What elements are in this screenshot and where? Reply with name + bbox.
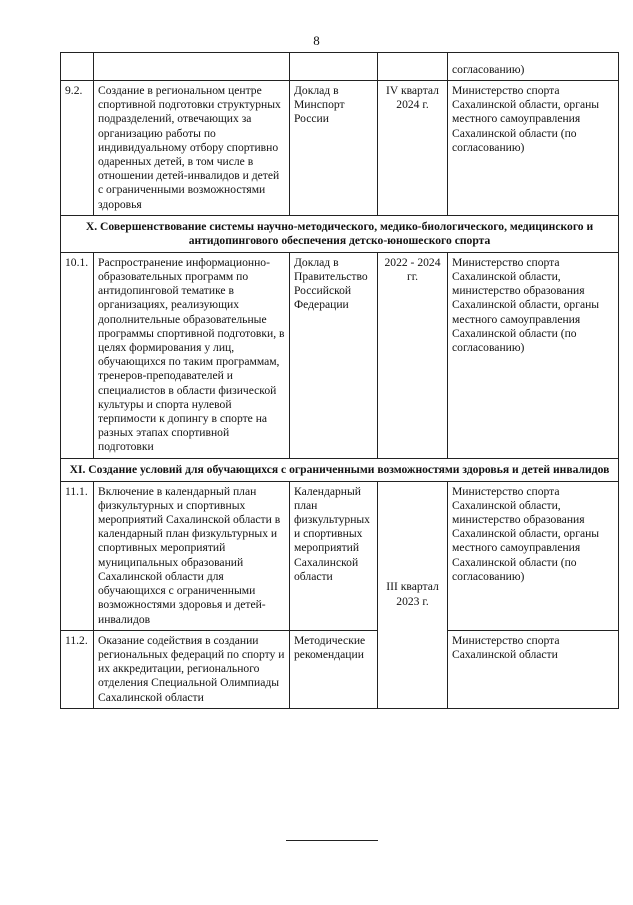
section-title: XI. Создание условий для обучающихся с ограниченными возможностями здоровья и детей инвалидов	[61, 458, 619, 481]
table-row-10-1	[61, 252, 619, 458]
deadline-text: III квартал 2023 г.	[378, 481, 448, 708]
cell-measure	[94, 53, 290, 81]
table-row-9-2	[61, 81, 619, 216]
executors-text: Министерство спорта Сахалинской области, министерство образования Сахалинской области, органы местного самоуправления Сахалинской области (по согласованию)	[448, 481, 619, 630]
cell-num	[61, 53, 94, 81]
result-text: Доклад в Минспорт России	[290, 81, 378, 216]
cell-deadline	[378, 53, 448, 81]
measure-text: Оказание содействия в создании региональных федераций по спорту и их аккредитации, регионального отделения Специальной Олимпиады Сахалинской области	[94, 630, 290, 708]
item-number: 9.2.	[61, 81, 94, 216]
item-number: 10.1.	[61, 252, 94, 458]
table-row-11-2	[61, 630, 619, 708]
section-header-xi	[61, 458, 619, 481]
measure-text: Включение в календарный план физкультурных и спортивных мероприятий Сахалинской области в календарный план физкультурных и спортивных мероприятий муниципальных образований Сахалинской области для обучающихся с ограниченными возможностями здоровья и детей-инвалидов	[94, 481, 290, 630]
table-row-continuation	[61, 53, 619, 81]
result-text: Методические рекомендации	[290, 630, 378, 708]
measure-text: Создание в региональном центре спортивной подготовки структурных подразделений, отвечающих за организацию работы по индивидуальному отбору спортивно одаренных детей, в том числе в отношении детей-инвалидов и детей с ограниченными возможностями здоровья	[94, 81, 290, 216]
executors-text: Министерство спорта Сахалинской области	[448, 630, 619, 708]
page-number: 8	[313, 33, 320, 48]
table-row-11-1	[61, 481, 619, 630]
cell-result	[290, 53, 378, 81]
executors-text: Министерство спорта Сахалинской области, министерство образования Сахалинской области, органы местного самоуправления Сахалинской области (по согласованию)	[448, 252, 619, 458]
result-text: Календарный план физкультурных и спортивных мероприятий Сахалинской области	[290, 481, 378, 630]
measure-text: Распространение информационно-образовательных программ по антидопинговой тематике в организациях, реализующих дополнительные образовательные программы спортивной подготовки, в целях формирования у лиц, обучающихся по таким программам, тренеров-преподавателей и специалистов в области физической культуры и спорта нулевой терпимости к допингу в спорте на разных этапах спортивной подготовки	[94, 252, 290, 458]
deadline-text: 2022 - 2024 гг.	[378, 252, 448, 458]
executors-text: Министерство спорта Сахалинской области, органы местного самоуправления Сахалинской области (по согласованию)	[448, 81, 619, 216]
section-header-x	[61, 215, 619, 252]
deadline-text: IV квартал 2024 г.	[378, 81, 448, 216]
cell-executors: согласованию)	[448, 53, 619, 81]
item-number: 11.1.	[61, 481, 94, 630]
result-text: Доклад в Правительство Российской Федерации	[290, 252, 378, 458]
section-title: X. Совершенствование системы научно-методического, медико-биологического, медицинского и антидопингового обеспечения детско-юношеского спорта	[61, 215, 619, 252]
plan-table	[60, 52, 619, 709]
footer-divider	[286, 840, 378, 841]
item-number: 11.2.	[61, 630, 94, 708]
